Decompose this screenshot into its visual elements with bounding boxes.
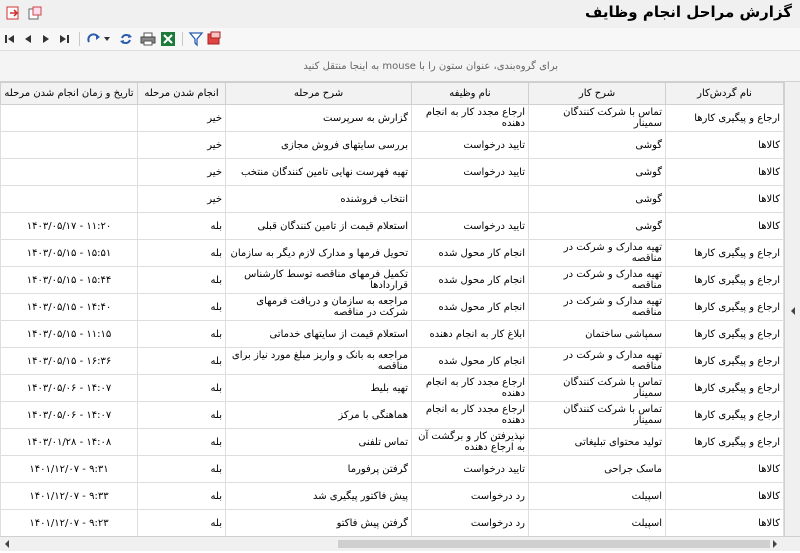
cell-task: رد درخواست [412, 510, 529, 537]
scroll-next-arrow-icon[interactable] [770, 538, 780, 553]
cell-flow: ارجاع و پیگیری کارها [666, 402, 784, 429]
cell-work: تهیه مدارک و شرکت در مناقصه [529, 294, 666, 321]
cell-date: ۱۱:۱۵ - ۱۴۰۳/۰۵/۱۵ [1, 321, 138, 348]
print-icon[interactable] [140, 31, 156, 47]
horizontal-scroll-thumb[interactable] [338, 540, 770, 548]
next-icon[interactable] [38, 31, 54, 47]
table-row[interactable] [1, 294, 785, 321]
prev-icon[interactable] [20, 31, 36, 47]
table-row[interactable] [1, 105, 785, 132]
cell-task: انجام کار محول شده [412, 267, 529, 294]
cell-step: استعلام قیمت از تامین کنندگان قبلی [226, 213, 412, 240]
cell-done: بله [138, 429, 226, 456]
cell-step: گرفتن پرفورما [226, 456, 412, 483]
table-row[interactable] [1, 132, 785, 159]
toolbar-separator [182, 32, 183, 46]
vertical-scrollbar[interactable] [784, 82, 800, 536]
cell-work: اسپیلت [529, 483, 666, 510]
cell-date [1, 132, 138, 159]
new-window-icon[interactable] [28, 6, 42, 20]
close-report-icon[interactable] [6, 6, 20, 20]
table-row[interactable] [1, 429, 785, 456]
cell-done: خیر [138, 159, 226, 186]
cell-flow: ارجاع و پیگیری کارها [666, 267, 784, 294]
cell-work: تماس با شرکت کنندگان سمینار [529, 375, 666, 402]
cell-date: ۱۴:۰۸ - ۱۴۰۳/۰۱/۲۸ [1, 429, 138, 456]
cell-task [412, 186, 529, 213]
cell-flow: ارجاع و پیگیری کارها [666, 348, 784, 375]
cell-work: تماس با شرکت کنندگان سمینار [529, 105, 666, 132]
cell-date: ۹:۳۳ - ۱۴۰۱/۱۲/۰۷ [1, 483, 138, 510]
table-row[interactable] [1, 240, 785, 267]
group-by-area[interactable] [0, 51, 800, 82]
table-row[interactable] [1, 159, 785, 186]
last-icon[interactable] [56, 31, 72, 47]
page-title: گزارش مراحل انجام وظایف [585, 3, 792, 21]
cell-work: تماس با شرکت کنندگان سمینار [529, 402, 666, 429]
cell-step: تماس تلفنی [226, 429, 412, 456]
refresh-icon[interactable] [118, 31, 134, 47]
horizontal-scrollbar[interactable] [0, 536, 800, 551]
cell-flow: کالاها [666, 510, 784, 537]
cell-step: هماهنگی با مرکز [226, 402, 412, 429]
toolbar [0, 28, 800, 51]
cell-done: بله [138, 213, 226, 240]
table-header-row [1, 83, 785, 105]
title-actions [6, 6, 42, 20]
cell-step: تکمیل فرمهای مناقصه توسط کارشناس قراردادها [226, 267, 412, 294]
table-row[interactable] [1, 267, 785, 294]
cell-done: بله [138, 321, 226, 348]
cell-step: گزارش به سرپرست [226, 105, 412, 132]
redo-icon[interactable] [86, 31, 102, 47]
table-row[interactable] [1, 213, 785, 240]
cell-flow: کالاها [666, 132, 784, 159]
toolbar-separator [79, 32, 80, 46]
cell-date: ۱۵:۴۴ - ۱۴۰۳/۰۵/۱۵ [1, 267, 138, 294]
column-header-step[interactable]: شرح مرحله [226, 83, 412, 105]
cell-step: گرفتن پیش فاکتو [226, 510, 412, 537]
cell-work: سمپاشی ساختمان [529, 321, 666, 348]
first-icon[interactable] [2, 31, 18, 47]
cell-date: ۱۴:۰۷ - ۱۴۰۳/۰۵/۰۶ [1, 402, 138, 429]
cell-step: استعلام قیمت از سایتهای خدماتی [226, 321, 412, 348]
chevron-down-icon[interactable] [103, 31, 111, 47]
cell-work: گوشی [529, 132, 666, 159]
cell-flow: کالاها [666, 159, 784, 186]
cell-task: ارجاع مجدد کار به انجام دهنده [412, 105, 529, 132]
cell-work: تهیه مدارک و شرکت در مناقصه [529, 267, 666, 294]
cell-step: مراجعه به سازمان و دریافت فرمهای شرکت در مناقصه [226, 294, 412, 321]
cell-task: تایید درخواست [412, 213, 529, 240]
column-header-done[interactable]: انجام شدن مرحله [138, 83, 226, 105]
cell-flow: کالاها [666, 213, 784, 240]
cell-done: بله [138, 375, 226, 402]
cell-step: بررسی سایتهای فروش مجازی [226, 132, 412, 159]
cell-done: بله [138, 294, 226, 321]
report-table [0, 82, 784, 536]
cell-step: پیش فاکتور پیگیری شد [226, 483, 412, 510]
group-by-hint: برای گروه‌بندی، عنوان ستون را با mouse به اینجا منتقل کنید [303, 61, 558, 72]
cell-date: ۱۶:۳۶ - ۱۴۰۳/۰۵/۱۵ [1, 348, 138, 375]
excel-icon[interactable] [160, 31, 176, 47]
cell-done: بله [138, 456, 226, 483]
cell-work: گوشی [529, 213, 666, 240]
cell-flow: ارجاع و پیگیری کارها [666, 429, 784, 456]
cell-task: انجام کار محول شده [412, 240, 529, 267]
filter-icon[interactable] [188, 31, 204, 47]
table-row[interactable] [1, 321, 785, 348]
clear-filter-icon[interactable] [206, 31, 222, 47]
cell-task: نپذیرفتن کار و برگشت آن به ارجاع دهنده [412, 429, 529, 456]
column-header-flow[interactable]: نام گردش‌کار [666, 83, 784, 105]
cell-task: تایید درخواست [412, 456, 529, 483]
cell-date: ۱۵:۵۱ - ۱۴۰۳/۰۵/۱۵ [1, 240, 138, 267]
cell-step: انتخاب فروشنده [226, 186, 412, 213]
table-row[interactable] [1, 510, 785, 537]
cell-date: ۱۴:۰۷ - ۱۴۰۳/۰۵/۰۶ [1, 375, 138, 402]
cell-task: انجام کار محول شده [412, 294, 529, 321]
cell-work: اسپیلت [529, 510, 666, 537]
cell-done: بله [138, 240, 226, 267]
cell-work: گوشی [529, 186, 666, 213]
cell-step: تحویل فرمها و مدارک لازم دیگر به سازمان [226, 240, 412, 267]
cell-done: خیر [138, 105, 226, 132]
cell-task: تایید درخواست [412, 159, 529, 186]
cell-done: بله [138, 348, 226, 375]
table-row[interactable] [1, 456, 785, 483]
cell-step: مراجعه به بانک و واریز مبلغ مورد نیاز برای مناقصه [226, 348, 412, 375]
cell-done: بله [138, 402, 226, 429]
scroll-left-arrow-icon[interactable] [788, 304, 798, 318]
column-header-work[interactable]: شرح کار [529, 83, 666, 105]
cell-work: تهیه مدارک و شرکت در مناقصه [529, 348, 666, 375]
cell-date [1, 186, 138, 213]
table-row[interactable] [1, 186, 785, 213]
cell-flow: ارجاع و پیگیری کارها [666, 105, 784, 132]
cell-work: تهیه مدارک و شرکت در مناقصه [529, 240, 666, 267]
scroll-prev-arrow-icon[interactable] [2, 538, 12, 553]
table-row[interactable] [1, 348, 785, 375]
cell-task: ارجاع مجدد کار به انجام دهنده [412, 402, 529, 429]
cell-work: تولید محتوای تبلیغاتی [529, 429, 666, 456]
cell-task: انجام کار محول شده [412, 348, 529, 375]
cell-flow: کالاها [666, 456, 784, 483]
cell-task: ارجاع مجدد کار به انجام دهنده [412, 375, 529, 402]
cell-task: رد درخواست [412, 483, 529, 510]
cell-done: بله [138, 267, 226, 294]
cell-flow: ارجاع و پیگیری کارها [666, 240, 784, 267]
cell-task: ابلاغ کار به انجام دهنده [412, 321, 529, 348]
cell-flow: کالاها [666, 483, 784, 510]
cell-task: تایید درخواست [412, 132, 529, 159]
cell-date [1, 105, 138, 132]
cell-done: خیر [138, 186, 226, 213]
cell-work: ماسک جراحی [529, 456, 666, 483]
cell-date: ۱۱:۲۰ - ۱۴۰۳/۰۵/۱۷ [1, 213, 138, 240]
cell-date: ۹:۲۳ - ۱۴۰۱/۱۲/۰۷ [1, 510, 138, 537]
cell-work: گوشی [529, 159, 666, 186]
table-row[interactable] [1, 375, 785, 402]
cell-step: تهیه فهرست نهایی تامین کنندگان منتخب [226, 159, 412, 186]
report-grid [0, 82, 784, 536]
cell-date: ۹:۳۱ - ۱۴۰۱/۱۲/۰۷ [1, 456, 138, 483]
cell-date [1, 159, 138, 186]
cell-done: بله [138, 483, 226, 510]
table-row[interactable] [1, 483, 785, 510]
cell-done: بله [138, 510, 226, 537]
cell-date: ۱۴:۴۰ - ۱۴۰۳/۰۵/۱۵ [1, 294, 138, 321]
cell-flow: ارجاع و پیگیری کارها [666, 294, 784, 321]
cell-flow: کالاها [666, 186, 784, 213]
column-header-task[interactable]: نام وظیفه [412, 83, 529, 105]
cell-flow: ارجاع و پیگیری کارها [666, 321, 784, 348]
cell-done: خیر [138, 132, 226, 159]
cell-step: تهیه بلیط [226, 375, 412, 402]
title-bar [0, 0, 800, 29]
column-header-date[interactable]: تاریخ و زمان انجام شدن مرحله [1, 83, 138, 105]
cell-flow: ارجاع و پیگیری کارها [666, 375, 784, 402]
table-row[interactable] [1, 402, 785, 429]
